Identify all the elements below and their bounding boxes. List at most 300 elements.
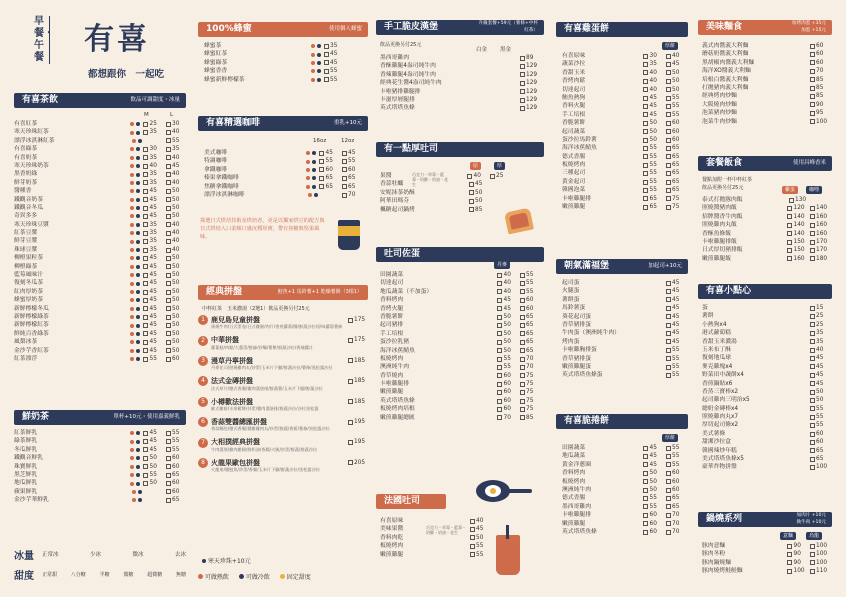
checkbox[interactable] xyxy=(520,81,525,86)
checkbox[interactable] xyxy=(497,306,502,311)
checkbox[interactable] xyxy=(666,331,671,336)
checkbox[interactable] xyxy=(520,331,525,336)
checkbox[interactable] xyxy=(643,129,648,134)
checkbox[interactable] xyxy=(666,348,671,353)
checkbox[interactable] xyxy=(143,323,148,328)
checkbox[interactable] xyxy=(143,357,148,362)
checkbox[interactable] xyxy=(666,462,671,467)
checkbox[interactable] xyxy=(143,331,148,336)
checkbox[interactable] xyxy=(166,214,171,219)
checkbox[interactable] xyxy=(497,298,502,303)
checkbox[interactable] xyxy=(469,207,474,212)
checkbox[interactable] xyxy=(166,239,171,244)
checkbox[interactable] xyxy=(666,504,671,509)
checkbox[interactable] xyxy=(166,281,171,286)
checkbox[interactable] xyxy=(166,331,171,336)
checkbox[interactable] xyxy=(143,231,148,236)
checkbox[interactable] xyxy=(520,273,525,278)
checkbox[interactable] xyxy=(810,569,815,574)
checkbox[interactable] xyxy=(666,121,671,126)
checkbox[interactable] xyxy=(143,281,148,286)
checkbox[interactable] xyxy=(520,348,525,353)
checkbox[interactable] xyxy=(342,184,347,189)
checkbox[interactable] xyxy=(497,348,502,353)
checkbox[interactable] xyxy=(143,248,148,253)
checkbox[interactable] xyxy=(166,348,171,353)
checkbox[interactable] xyxy=(666,87,671,92)
checkbox[interactable] xyxy=(666,488,671,493)
checkbox[interactable] xyxy=(810,111,815,116)
checkbox[interactable] xyxy=(319,151,324,156)
checkbox[interactable] xyxy=(520,72,525,77)
checkbox[interactable] xyxy=(643,488,648,493)
sweet-option[interactable]: 超微糖 xyxy=(147,571,163,578)
checkbox[interactable] xyxy=(810,94,815,99)
checkbox[interactable] xyxy=(666,513,671,518)
checkbox[interactable] xyxy=(342,151,347,156)
checkbox[interactable] xyxy=(643,171,648,176)
checkbox[interactable] xyxy=(810,544,815,549)
checkbox[interactable] xyxy=(166,431,171,436)
checkbox[interactable] xyxy=(810,415,815,420)
checkbox[interactable] xyxy=(787,223,792,228)
checkbox[interactable] xyxy=(787,256,792,261)
checkbox[interactable] xyxy=(787,544,792,549)
checkbox[interactable] xyxy=(810,560,815,565)
checkbox[interactable] xyxy=(520,399,525,404)
checkbox[interactable] xyxy=(787,214,792,219)
ice-option[interactable]: 少冰 xyxy=(89,552,101,558)
checkbox[interactable] xyxy=(166,447,171,452)
checkbox[interactable] xyxy=(470,535,475,540)
checkbox[interactable] xyxy=(520,106,525,111)
checkbox[interactable] xyxy=(810,86,815,91)
checkbox[interactable] xyxy=(348,358,353,363)
checkbox[interactable] xyxy=(666,196,671,201)
menu-item-row xyxy=(562,136,686,144)
checkbox[interactable] xyxy=(497,340,502,345)
checkbox[interactable] xyxy=(497,281,502,286)
checkbox[interactable] xyxy=(143,147,148,152)
checkbox[interactable] xyxy=(469,190,474,195)
checkbox[interactable] xyxy=(643,205,648,210)
checkbox[interactable] xyxy=(166,231,171,236)
checkbox[interactable] xyxy=(666,112,671,117)
checkbox[interactable] xyxy=(342,167,347,172)
checkbox[interactable] xyxy=(143,290,148,295)
checkbox[interactable] xyxy=(143,189,148,194)
checkbox[interactable] xyxy=(470,552,475,557)
checkbox[interactable] xyxy=(166,138,171,143)
checkbox[interactable] xyxy=(666,365,671,370)
checkbox[interactable] xyxy=(666,188,671,193)
checkbox[interactable] xyxy=(666,146,671,151)
checkbox[interactable] xyxy=(143,456,148,461)
checkbox[interactable] xyxy=(643,138,648,143)
price: 60 xyxy=(672,486,680,493)
checkbox[interactable] xyxy=(810,214,815,219)
checkbox[interactable] xyxy=(666,454,671,459)
checkbox[interactable] xyxy=(810,240,815,245)
checkbox[interactable] xyxy=(787,240,792,245)
checkbox[interactable] xyxy=(810,69,815,74)
checkbox[interactable] xyxy=(643,188,648,193)
checkbox[interactable] xyxy=(810,52,815,57)
checkbox[interactable] xyxy=(666,521,671,526)
checkbox[interactable] xyxy=(810,390,815,395)
checkbox[interactable] xyxy=(319,176,324,181)
checkbox[interactable] xyxy=(666,306,671,311)
checkbox[interactable] xyxy=(666,129,671,134)
checkbox[interactable] xyxy=(520,281,525,286)
sweet-option[interactable]: 半糖 xyxy=(99,571,110,578)
checkbox[interactable] xyxy=(810,248,815,253)
price: 50 xyxy=(503,313,511,320)
checkbox[interactable] xyxy=(666,205,671,210)
checkbox[interactable] xyxy=(643,196,648,201)
checkbox[interactable] xyxy=(143,447,148,452)
item-name: 嫩煎雞腿 xyxy=(562,204,586,211)
checkbox[interactable] xyxy=(143,214,148,219)
checkbox[interactable] xyxy=(166,273,171,278)
checkbox[interactable] xyxy=(666,79,671,84)
checkbox[interactable] xyxy=(643,521,648,526)
checkbox[interactable] xyxy=(643,180,648,185)
checkbox[interactable] xyxy=(470,527,475,532)
checkbox[interactable] xyxy=(143,298,148,303)
checkbox[interactable] xyxy=(810,552,815,557)
checkbox[interactable] xyxy=(143,155,148,160)
checkbox[interactable] xyxy=(666,154,671,159)
checkbox[interactable] xyxy=(666,163,671,168)
checkbox[interactable] xyxy=(810,223,815,228)
checkbox[interactable] xyxy=(143,172,148,177)
checkbox[interactable] xyxy=(143,306,148,311)
checkbox[interactable] xyxy=(143,348,148,353)
checkbox[interactable] xyxy=(810,432,815,437)
checkbox[interactable] xyxy=(787,248,792,253)
checkbox[interactable] xyxy=(469,182,474,187)
item-name: 板燒烤肉培根 xyxy=(380,406,415,413)
checkbox[interactable] xyxy=(810,381,815,386)
checkbox[interactable] xyxy=(324,60,329,65)
checkbox[interactable] xyxy=(348,338,353,343)
checkbox[interactable] xyxy=(643,104,648,109)
checkbox[interactable] xyxy=(666,70,671,75)
item-name: 卡啦豬排雞腿排 xyxy=(380,88,421,95)
checkbox[interactable] xyxy=(787,569,792,574)
menu-item-row xyxy=(702,405,830,413)
checkbox[interactable] xyxy=(342,159,347,164)
checkbox[interactable] xyxy=(643,496,648,501)
checkbox[interactable] xyxy=(643,154,648,159)
checkbox[interactable] xyxy=(143,264,148,269)
checkbox[interactable] xyxy=(520,340,525,345)
checkbox[interactable] xyxy=(166,155,171,160)
checkbox[interactable] xyxy=(810,348,815,353)
checkbox[interactable] xyxy=(789,198,794,203)
checkbox[interactable] xyxy=(348,420,353,425)
checkbox[interactable] xyxy=(643,446,648,451)
checkbox[interactable] xyxy=(166,172,171,177)
item-name: 漂浮冰淇淋咖啡 xyxy=(204,191,245,198)
checkbox[interactable] xyxy=(166,340,171,345)
checkbox[interactable] xyxy=(497,289,502,294)
checkbox[interactable] xyxy=(643,79,648,84)
ice-option[interactable]: 微冰 xyxy=(132,552,144,558)
checkbox[interactable] xyxy=(166,456,171,461)
checkbox[interactable] xyxy=(348,318,353,323)
checkbox[interactable] xyxy=(324,52,329,57)
checkbox[interactable] xyxy=(810,102,815,107)
checkbox[interactable] xyxy=(643,121,648,126)
checkbox[interactable] xyxy=(787,552,792,557)
checkbox[interactable] xyxy=(810,356,815,361)
checkbox[interactable] xyxy=(497,365,502,370)
checkbox[interactable] xyxy=(643,504,648,509)
checkbox[interactable] xyxy=(810,206,815,211)
checkbox[interactable] xyxy=(520,64,525,69)
checkbox[interactable] xyxy=(810,364,815,369)
checkbox[interactable] xyxy=(467,174,472,179)
checkbox[interactable] xyxy=(643,62,648,67)
ice-option[interactable]: 正常冰 xyxy=(42,552,59,558)
checkbox[interactable] xyxy=(643,513,648,518)
checkbox[interactable] xyxy=(166,164,171,169)
price: 45 xyxy=(816,355,824,362)
checkbox[interactable] xyxy=(166,298,171,303)
checkbox[interactable] xyxy=(497,331,502,336)
menu-item-row xyxy=(380,305,540,313)
checkbox[interactable] xyxy=(810,119,815,124)
checkbox[interactable] xyxy=(166,264,171,269)
checkbox[interactable] xyxy=(470,519,475,524)
checkbox[interactable] xyxy=(166,147,171,152)
checkbox[interactable] xyxy=(166,489,171,494)
checkbox[interactable] xyxy=(319,167,324,172)
checkbox[interactable] xyxy=(666,496,671,501)
checkbox[interactable] xyxy=(166,315,171,320)
checkbox[interactable] xyxy=(810,339,815,344)
checkbox[interactable] xyxy=(143,222,148,227)
checkbox[interactable] xyxy=(810,231,815,236)
checkbox[interactable] xyxy=(143,340,148,345)
checkbox[interactable] xyxy=(166,180,171,185)
checkbox[interactable] xyxy=(520,415,525,420)
price: 55 xyxy=(672,355,680,362)
sweet-option[interactable]: 微糖 xyxy=(123,571,134,578)
sweet-option[interactable]: 正常甜 xyxy=(42,571,58,578)
checkbox[interactable] xyxy=(643,96,648,101)
checkbox[interactable] xyxy=(666,96,671,101)
checkbox[interactable] xyxy=(520,56,525,61)
checkbox[interactable] xyxy=(520,357,525,362)
checkbox[interactable] xyxy=(342,193,347,198)
checkbox[interactable] xyxy=(810,306,815,311)
checkbox[interactable] xyxy=(643,87,648,92)
checkbox[interactable] xyxy=(497,382,502,387)
checkbox[interactable] xyxy=(810,60,815,65)
checkbox[interactable] xyxy=(166,189,171,194)
checkbox[interactable] xyxy=(666,297,671,302)
checkbox[interactable] xyxy=(810,465,815,470)
checkbox[interactable] xyxy=(319,159,324,164)
checkbox[interactable] xyxy=(143,180,148,185)
checkbox[interactable] xyxy=(666,339,671,344)
checkbox[interactable] xyxy=(666,62,671,67)
checkbox[interactable] xyxy=(666,54,671,59)
checkbox[interactable] xyxy=(324,69,329,74)
checkbox[interactable] xyxy=(666,479,671,484)
checkbox[interactable] xyxy=(166,439,171,444)
checkbox[interactable] xyxy=(520,98,525,103)
checkbox[interactable] xyxy=(143,464,148,469)
sweet-option[interactable]: 八分糖 xyxy=(70,571,86,578)
checkbox[interactable] xyxy=(497,323,502,328)
checkbox[interactable] xyxy=(810,44,815,49)
checkbox[interactable] xyxy=(520,315,525,320)
checkbox[interactable] xyxy=(166,122,171,127)
checkbox[interactable] xyxy=(666,289,671,294)
checkbox[interactable] xyxy=(166,357,171,362)
checkbox[interactable] xyxy=(810,256,815,261)
checkbox[interactable] xyxy=(324,44,329,49)
checkbox[interactable] xyxy=(666,323,671,328)
checkbox[interactable] xyxy=(166,197,171,202)
checkbox[interactable] xyxy=(810,448,815,453)
checkbox[interactable] xyxy=(666,138,671,143)
checkbox[interactable] xyxy=(810,457,815,462)
checkbox[interactable] xyxy=(166,130,171,135)
checkbox[interactable] xyxy=(497,407,502,412)
checkbox[interactable] xyxy=(810,314,815,319)
checkbox[interactable] xyxy=(166,323,171,328)
checkbox[interactable] xyxy=(520,89,525,94)
checkbox[interactable] xyxy=(166,256,171,261)
checkbox[interactable] xyxy=(497,315,502,320)
checkbox[interactable] xyxy=(810,423,815,428)
checkbox[interactable] xyxy=(166,206,171,211)
checkbox[interactable] xyxy=(643,146,648,151)
checkbox[interactable] xyxy=(490,174,495,179)
checkbox[interactable] xyxy=(143,164,148,169)
checkbox[interactable] xyxy=(810,322,815,327)
checkbox[interactable] xyxy=(520,298,525,303)
checkbox[interactable] xyxy=(810,373,815,378)
checkbox[interactable] xyxy=(810,77,815,82)
checkbox[interactable] xyxy=(643,530,648,535)
checkbox[interactable] xyxy=(787,560,792,565)
checkbox[interactable] xyxy=(166,306,171,311)
menu-item-row xyxy=(204,50,344,58)
checkbox[interactable] xyxy=(810,440,815,445)
checkbox[interactable] xyxy=(348,440,353,445)
checkbox[interactable] xyxy=(643,454,648,459)
checkbox[interactable] xyxy=(324,77,329,82)
checkbox[interactable] xyxy=(166,498,171,503)
checkbox[interactable] xyxy=(143,439,148,444)
checkbox[interactable] xyxy=(470,544,475,549)
checkbox[interactable] xyxy=(666,104,671,109)
checkbox[interactable] xyxy=(342,176,347,181)
checkbox[interactable] xyxy=(520,323,525,328)
checkbox[interactable] xyxy=(666,446,671,451)
checkbox[interactable] xyxy=(143,256,148,261)
ice-option[interactable]: 去冰 xyxy=(174,552,186,558)
checkbox[interactable] xyxy=(497,390,502,395)
checkbox[interactable] xyxy=(497,373,502,378)
checkbox[interactable] xyxy=(787,206,792,211)
checkbox[interactable] xyxy=(643,471,648,476)
checkbox[interactable] xyxy=(166,222,171,227)
sweet-option[interactable]: 無糖 xyxy=(175,571,186,578)
checkbox[interactable] xyxy=(143,315,148,320)
checkbox[interactable] xyxy=(497,273,502,278)
checkbox[interactable] xyxy=(643,479,648,484)
checkbox[interactable] xyxy=(520,306,525,311)
checkbox[interactable] xyxy=(643,54,648,59)
checkbox[interactable] xyxy=(469,199,474,204)
checkbox[interactable] xyxy=(348,460,353,465)
checkbox[interactable] xyxy=(643,70,648,75)
checkbox[interactable] xyxy=(520,390,525,395)
checkbox[interactable] xyxy=(810,398,815,403)
checkbox[interactable] xyxy=(143,431,148,436)
checkbox[interactable] xyxy=(348,399,353,404)
checkbox[interactable] xyxy=(643,112,648,117)
checkbox[interactable] xyxy=(520,365,525,370)
checkbox[interactable] xyxy=(319,184,324,189)
checkbox[interactable] xyxy=(348,379,353,384)
checkbox[interactable] xyxy=(143,130,148,135)
checkbox[interactable] xyxy=(143,481,148,486)
checkbox[interactable] xyxy=(810,331,815,336)
checkbox[interactable] xyxy=(143,122,148,127)
checkbox[interactable] xyxy=(787,231,792,236)
checkbox[interactable] xyxy=(166,248,171,253)
checkbox[interactable] xyxy=(666,373,671,378)
checkbox[interactable] xyxy=(666,314,671,319)
checkbox[interactable] xyxy=(143,197,148,202)
checkbox[interactable] xyxy=(143,273,148,278)
checkbox[interactable] xyxy=(666,530,671,535)
checkbox[interactable] xyxy=(143,473,148,478)
price: 50 xyxy=(503,339,511,346)
checkbox[interactable] xyxy=(520,407,525,412)
checkbox[interactable] xyxy=(166,473,171,478)
checkbox[interactable] xyxy=(497,399,502,404)
checkbox[interactable] xyxy=(166,290,171,295)
checkbox[interactable] xyxy=(166,481,171,486)
checkbox[interactable] xyxy=(810,406,815,411)
checkbox[interactable] xyxy=(643,462,648,467)
checkbox[interactable] xyxy=(666,180,671,185)
checkbox[interactable] xyxy=(520,373,525,378)
price: 140 xyxy=(816,205,828,212)
checkbox[interactable] xyxy=(166,464,171,469)
checkbox[interactable] xyxy=(143,206,148,211)
checkbox[interactable] xyxy=(643,163,648,168)
checkbox[interactable] xyxy=(666,171,671,176)
checkbox[interactable] xyxy=(520,382,525,387)
checkbox[interactable] xyxy=(666,356,671,361)
checkbox[interactable] xyxy=(520,289,525,294)
checkbox[interactable] xyxy=(143,239,148,244)
checkbox[interactable] xyxy=(497,415,502,420)
checkbox[interactable] xyxy=(666,471,671,476)
checkbox[interactable] xyxy=(666,281,671,286)
checkbox[interactable] xyxy=(497,357,502,362)
